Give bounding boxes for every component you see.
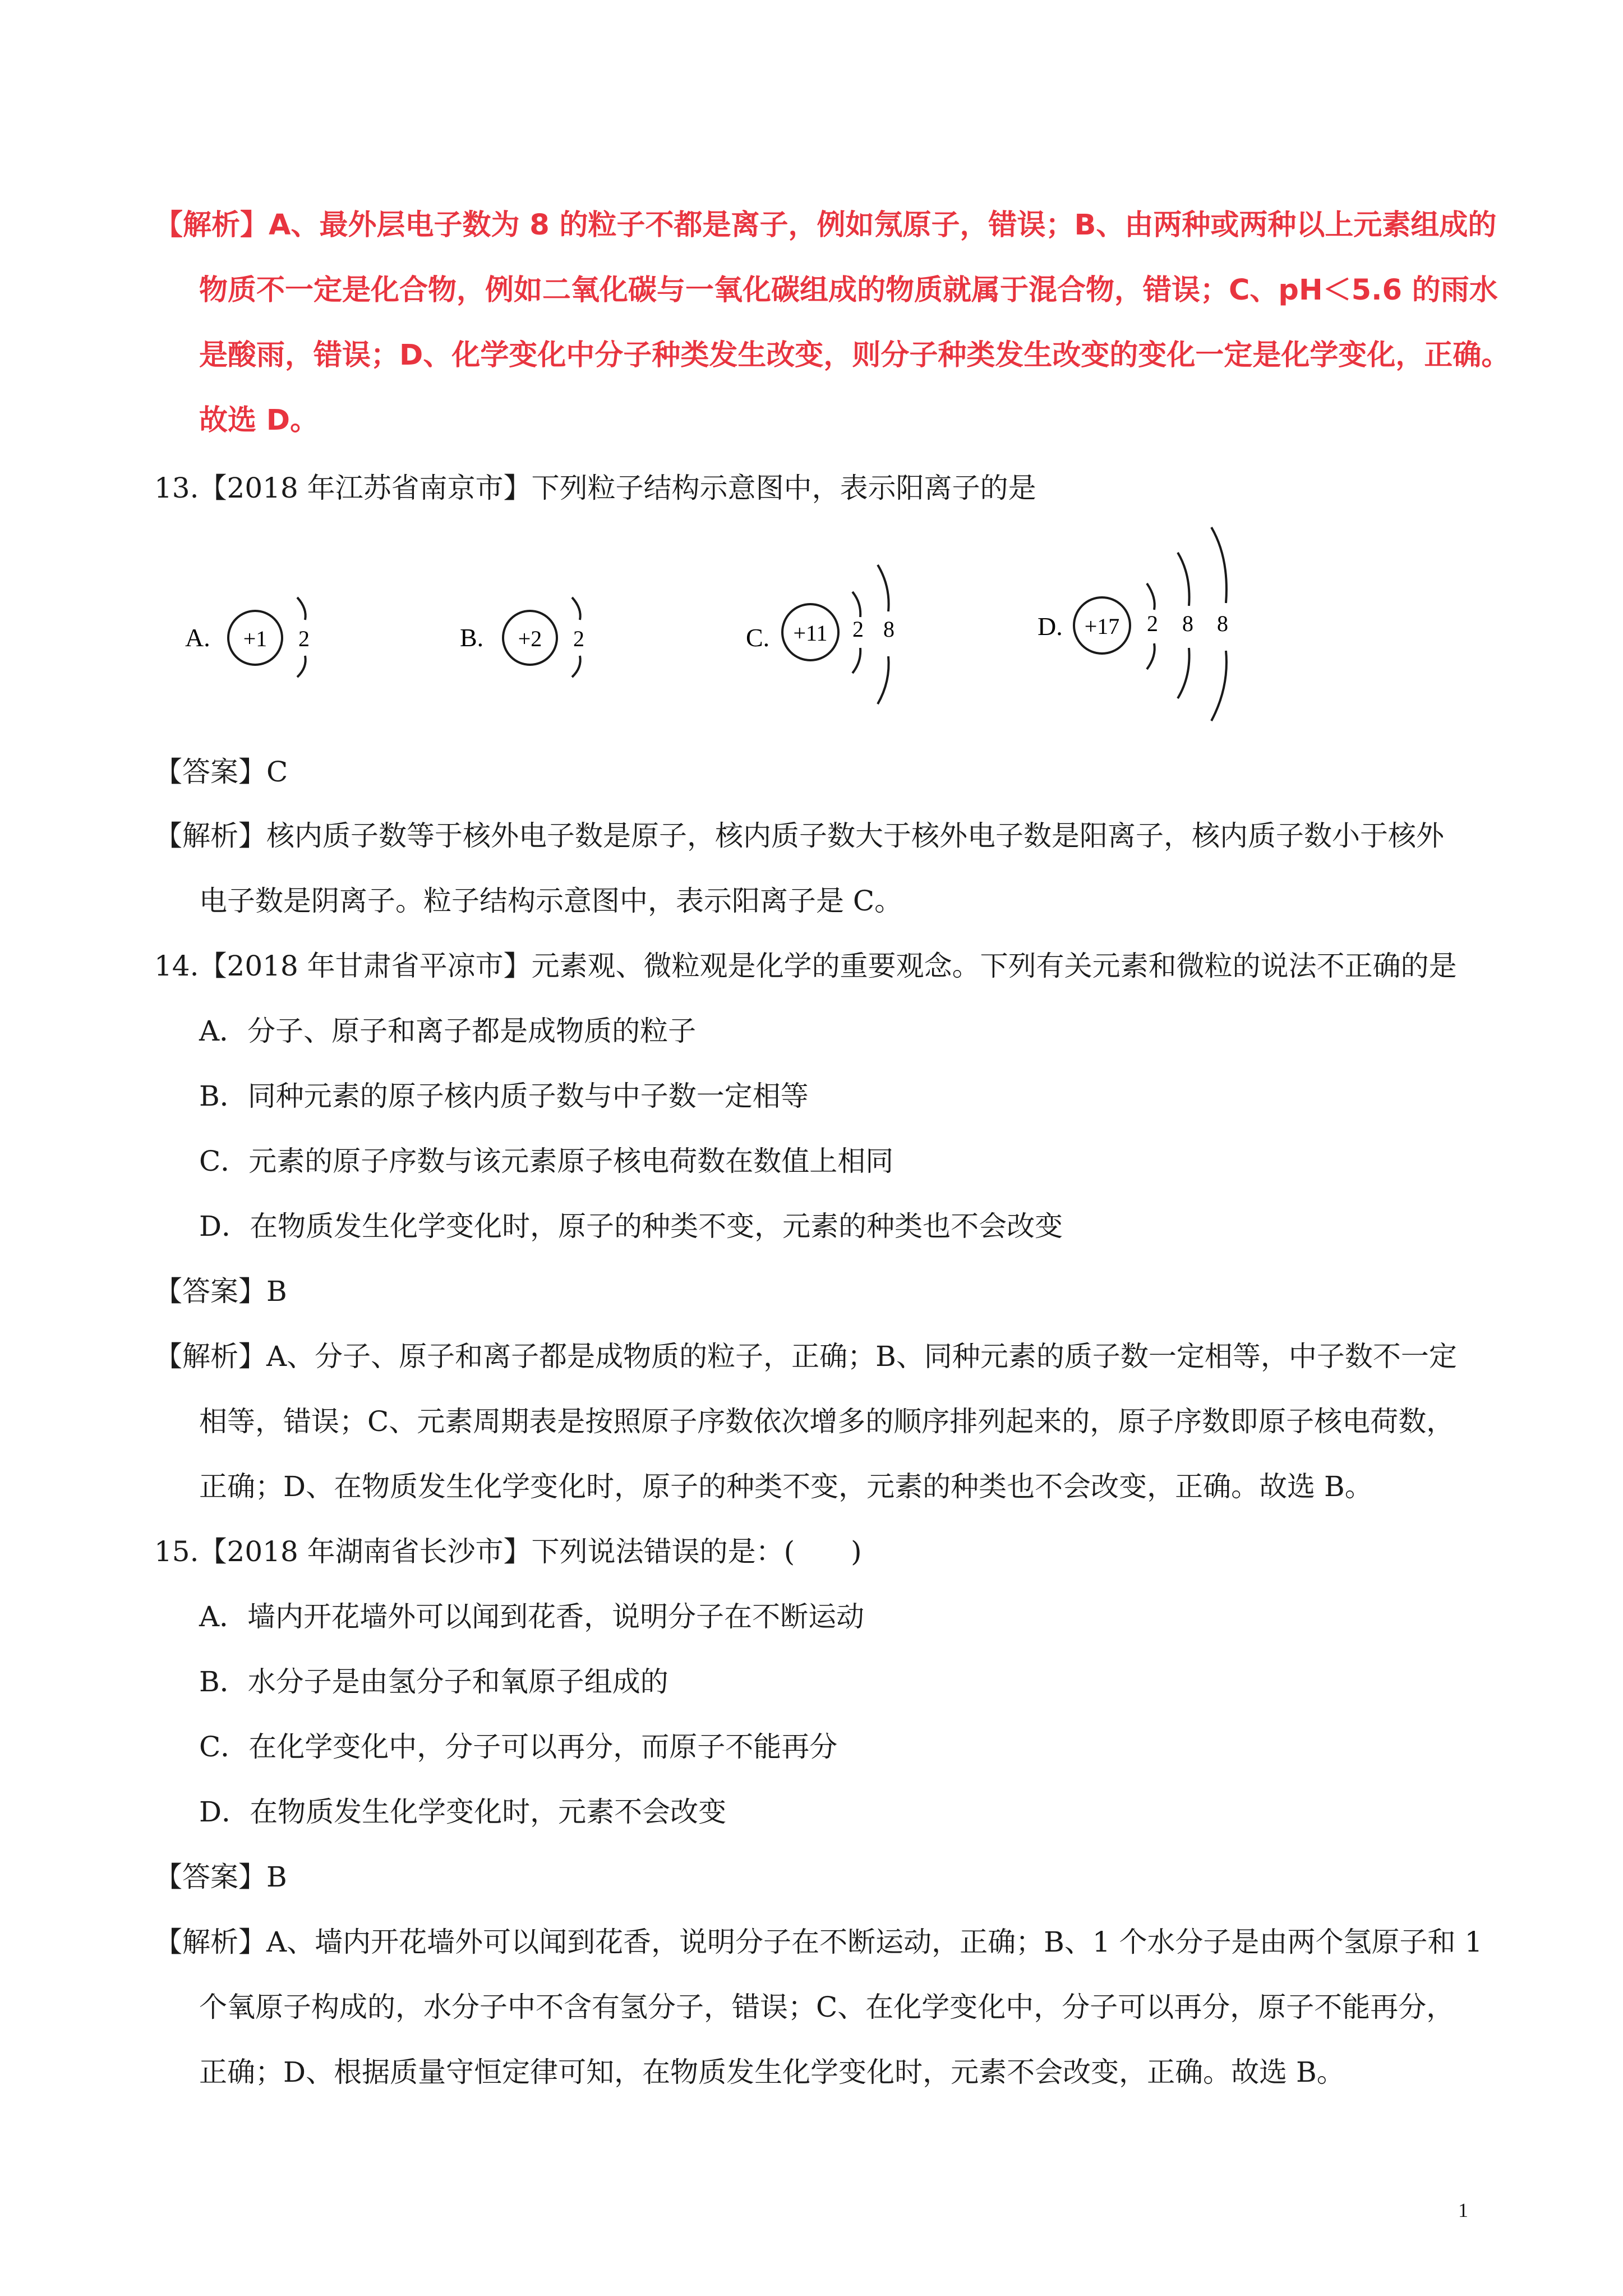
diagram-c-shell-1-upper [852, 592, 860, 617]
diagram-b-label: B. [460, 623, 484, 652]
q14-analysis-line-3: 正确；D、在物质发生化学变化时，原子的种类不变，元素的种类也不会改变，正确。故选 B。 [199, 1470, 1373, 1503]
diagram-d-shell-3-upper [1211, 527, 1227, 603]
page-number: 1 [1458, 2199, 1468, 2221]
q15-answer: 【答案】B [154, 1861, 287, 1893]
diagram-c-shell-1: 2 [852, 616, 864, 642]
q15-option-b: B．水分子是由氢分子和氧原子组成的 [199, 1665, 668, 1698]
diagram-d-shell-3-lower [1211, 651, 1227, 721]
q15-stem: 15.【2018 年湖南省长沙市】下列说法错误的是：( ) [154, 1535, 862, 1568]
diagram-d-shell-2: 8 [1182, 611, 1193, 636]
diagram-d-shell-1-lower [1147, 643, 1155, 669]
q13-analysis-line-2: 电子数是阴离子。粒子结构示意图中，表示阳离子是 C。 [199, 885, 903, 917]
diagram-d-shell-1-upper [1147, 583, 1155, 610]
diagram-a-label: A. [185, 623, 210, 652]
diagram-d [1038, 513, 1273, 726]
q14-stem: 14.【2018 年甘肃省平凉市】元素观、微粒观是化学的重要观念。下列有关元素和微粒的说法不正确的是 [154, 950, 1457, 982]
particle-structure-diagrams [185, 513, 1295, 726]
diagram-a [185, 513, 331, 726]
q15-analysis-line-3: 正确；D、根据质量守恒定律可知，在物质发生化学变化时，元素不会改变，正确。故选 B。 [199, 2056, 1345, 2088]
prev-analysis-line-3: 是酸雨，错误；D、化学变化中分子种类发生改变，则分子种类发生改变的变化一定是化学变化，正确。 [199, 339, 1510, 372]
diagram-c-shell-2: 8 [883, 616, 895, 642]
diagram-c-shell-1-lower [852, 648, 860, 673]
diagram-c-shell-2-upper [878, 565, 889, 611]
diagram-a-shell-1-lower [297, 656, 306, 677]
q15-option-d: D．在物质发生化学变化时，元素不会改变 [199, 1796, 727, 1828]
q13-analysis-line-1: 【解析】核内质子数等于核外电子数是原子，核内质子数大于核外电子数是阳离子，核内质子数小于核外 [154, 820, 1444, 852]
q15-option-c: C．在化学变化中，分子可以再分，而原子不能再分 [199, 1731, 838, 1763]
q14-analysis-line-2: 相等，错误；C、元素周期表是按照原子序数依次增多的顺序排列起来的，原子序数即原子核电荷数， [199, 1405, 1455, 1438]
diagram-b-shell-1-lower [572, 656, 580, 677]
diagram-c-nucleus: +11 [793, 620, 828, 646]
diagram-b [460, 513, 606, 726]
q14-option-c: C．元素的原子序数与该元素原子核电荷数在数值上相同 [199, 1145, 894, 1177]
prev-analysis-line-2: 物质不一定是化合物，例如二氧化碳与一氧化碳组成的物质就属于混合物，错误；C、pH＜5.6 的雨水 [199, 274, 1498, 307]
q13-stem: 13.【2018 年江苏省南京市】下列粒子结构示意图中，表示阳离子的是 [154, 472, 1036, 504]
prev-analysis-line-4: 故选 D。 [199, 404, 319, 437]
prev-analysis-line-1: 【解析】A、最外层电子数为 8 的粒子不都是离子，例如氖原子，错误；B、由两种或两种以上元素组成的 [154, 209, 1497, 242]
diagram-c [746, 513, 925, 726]
q14-analysis-line-1: 【解析】A、分子、原子和离子都是成物质的粒子，正确；B、同种元素的质子数一定相等，中子数不一定 [154, 1340, 1457, 1373]
q15-analysis-line-2: 个氧原子构成的，水分子中不含有氢分子，错误；C、在化学变化中，分子可以再分，原子不能再分， [199, 1991, 1455, 2023]
diagram-c-shell-2-lower [878, 656, 889, 704]
diagram-d-shell-3: 8 [1217, 611, 1228, 636]
diagram-a-shell-1-upper [297, 597, 306, 620]
q15-analysis-line-1: 【解析】A、墙内开花墙外可以闻到花香，说明分子在不断运动，正确；B、1 个水分子是由两个氢原子和 1 [154, 1926, 1483, 1958]
diagram-b-shell-1: 2 [573, 626, 584, 651]
q14-option-a: A．分子、原子和离子都是成物质的粒子 [199, 1015, 697, 1047]
diagram-b-shell-1-upper [572, 597, 580, 620]
q13-answer: 【答案】C [154, 756, 288, 788]
diagram-d-shell-2-upper [1178, 553, 1189, 606]
diagram-c-label: C. [746, 623, 770, 652]
diagram-d-nucleus: +17 [1084, 614, 1120, 639]
diagram-a-nucleus: +1 [243, 626, 268, 651]
q14-option-d: D．在物质发生化学变化时，原子的种类不变，元素的种类也不会改变 [199, 1210, 1063, 1243]
diagram-d-shell-2-lower [1178, 648, 1189, 698]
diagram-d-label: D. [1038, 612, 1063, 641]
q14-option-b: B．同种元素的原子核内质子数与中子数一定相等 [199, 1080, 809, 1112]
diagram-a-shell-1: 2 [298, 626, 310, 651]
q14-answer: 【答案】B [154, 1275, 287, 1308]
diagram-d-shell-1: 2 [1147, 611, 1158, 636]
q15-option-a: A．墙内开花墙外可以闻到花香，说明分子在不断运动 [199, 1600, 865, 1633]
diagram-b-nucleus: +2 [518, 626, 542, 651]
